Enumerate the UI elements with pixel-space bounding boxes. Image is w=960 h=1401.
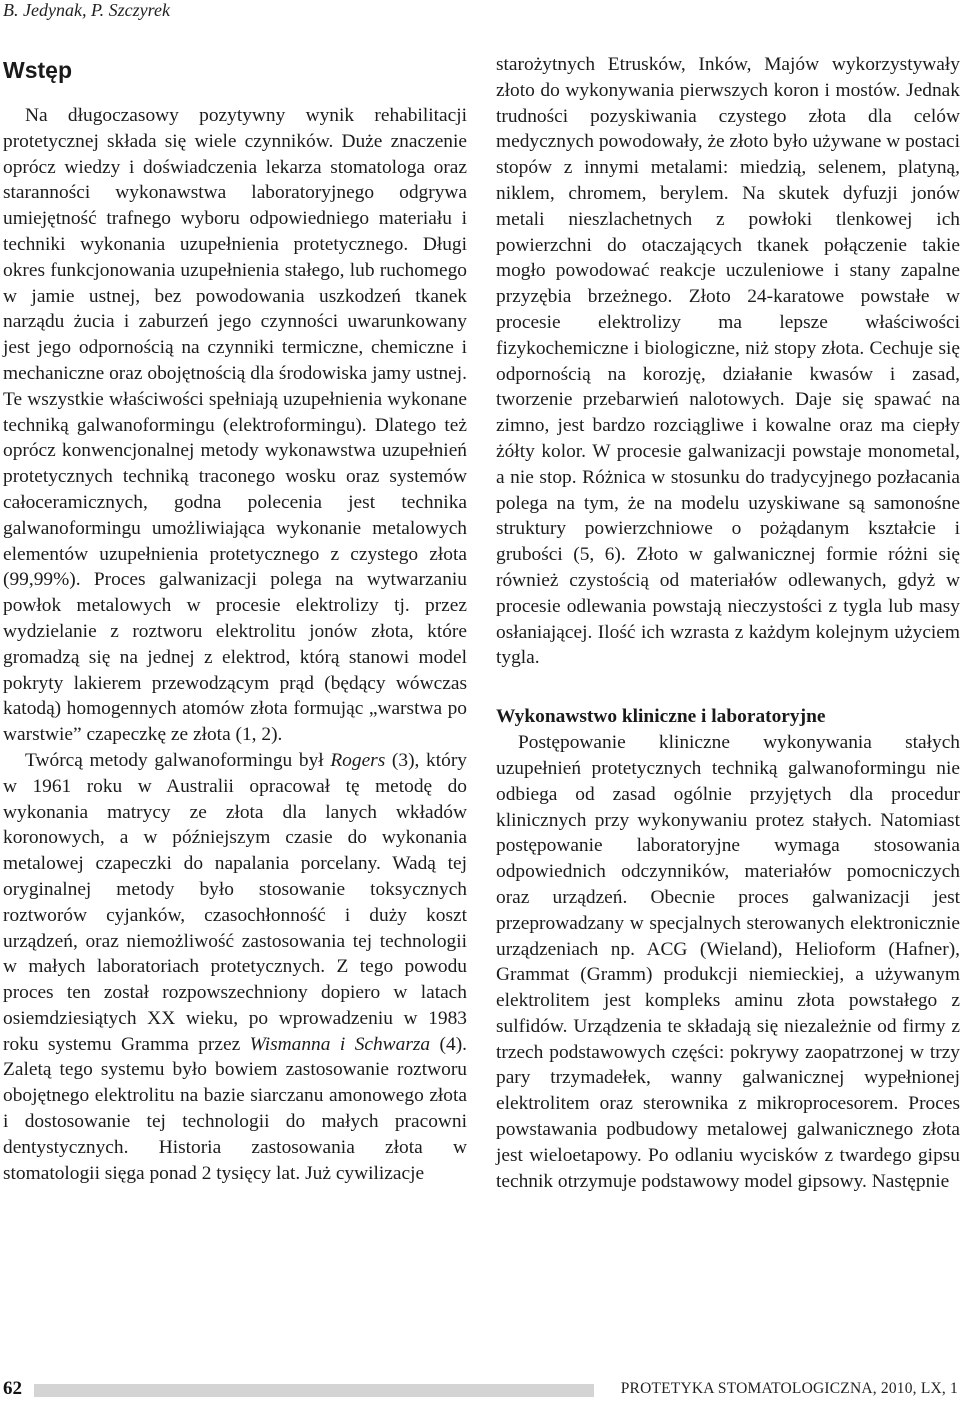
author-name-rogers: Rogers [330, 749, 386, 771]
section-title-introduction: Wstęp [3, 57, 72, 83]
text-segment: (3), który w 1961 roku w Australii opracował tę metodę do wykonania matrycy ze złota dla lanych wkładów koronowych, a w późniejszym czasie do wykonania metalowej czapeczki do napalania porcelany. Wadą tej oryginalnej metody było stosowanie toksycznych roztworów cyjanków, czasochłonność i duży koszt urządzeń, oraz niemożliwość zastosowania tej technologii w małych laboratoriach protetycznych. Z tego powodu proces ten został rozpowszechniony dopiero w latach osiemdziesiątych XX wieku, po wprowadzeniu w 1983 roku systemu Gramma przez [3, 749, 467, 1055]
left-column [3, 52, 467, 1186]
author-name-wismann-schwarz: Wismanna i Schwarza [249, 1033, 431, 1055]
paragraph-clinical-procedure: Postępowanie kliniczne wykonywania stałych uzupełnień protetycznych techniką galwanoformingu nie odbiega od zasad ogólnie przyjętych dla procedur klinicznych przy wykonywaniu protez stałych. Natomiast postępowanie laboratoryjne wymaga stosowania odpowiednich odczynników, materiałów pomocniczych oraz urządzeń. Obecnie proces galwanizacji jest przeprowadzany w specjalnych sterowanych elektronicznie urządzeniach np. ACG (Wieland), Helioform (Hafner), Grammat (Gramm) produkcji niemieckiej, a używanym elektrolitem jest kompleks aminu złota powstałego z sulfidów. Urządzenia te składają się niezależnie od firmy z trzech podstawowych części: pokrywy zaopatrzonej w trzy pary trzymadełek, wanny galwanicznej wypełnionej elektrolitem oraz sterownika z mikroprocesorem. Proces powstawania podbudowy metalowej galwanicznego złota jest wieloetapowy. Po odlaniu wycisków z twardego gipsu technik otrzymuje podstawowy model gipsowy. Następnie [496, 732, 960, 1192]
page-footer [0, 1376, 960, 1400]
footer-decorative-bar [34, 1384, 594, 1397]
paragraph-intro-1: Na długoczasowy pozytywny wynik rehabilitacji protetycznej składa się wiele czynników. Duże znaczenie oprócz wiedzy i doświadczenia lekarza stomatologa oraz staranności wykonawstwa laboratoryjnego odgrywa umiejętność trafnego wyboru odpowiedniego materiału i techniki wykonania uzupełnienia protetycznego. Długi okres funkcjonowania uzupełnienia stałego, lub ruchomego w jamie ustnej, bez powodowania uszkodzeń tkanek narządu żucia i zaburzeń jego czynności uwarunkowany jest jego odpornością na czynniki termiczne, chemiczne i mechaniczne oraz obojętnością dla środowiska jamy ustnej. Te wszystkie właściwości spełniają uzupełnienia wykonane techniką galwanoformingu (elektroformingu). Dlatego też oprócz konwencjonalnej metody wykonawstwa uzupełnień protetycznych techniką traconego wosku oraz systemów całoceramicznych, godna polecenia jest technika galwanoformingu umożliwiająca wykonanie metalowych elementów uzupełnienia protetycznego z czystego złota (99,99%). Proces galwanizacji polega na wytwarzaniu powłok metalowych w procesie elektrolizy tj. przez wydzielanie z roztworu elektrolitu jonów złota, które gromadzą się na jednej z elektrod, którą stanowi model pokryty lakierem przewodzącym prąd (będący wówczas katodą) homogennych atomów złota formując „warstwa po warstwie” czapeczkę ze złota (1, 2). [3, 105, 467, 746]
text-segment: Twórcą metody galwanoformingu był [25, 749, 331, 771]
text-segment: (4). Zaletą tego systemu było bowiem zastosowanie roztworu obojętnego elektrolitu na bazie siarczanu amonowego złota i dostosowanie tej technologii do małych pracowni dentystycznych. Historia zastosowania złota w stomatologii sięga ponad 2 tysięcy lat. Już cywilizacje [3, 1033, 467, 1184]
paragraph-history-continued: starożytnych Etrusków, Inków, Majów wykorzystywały złoto do wykonywania pierwszych koron i mostów. Jednak trudności pozyskiwania czystego złota dla celów medycznych powodowały, że złoto było używane w postaci stopów z innymi metalami: miedzią, selenem, platyną, niklem, chromem, berylem. Na skutek dyfuzji jonów metali nieszlachetnych z powłoki tlenkowej ich powierzchni do otaczających tkanek połączenie takie mogło powodować reakcje uczuleniowe i stany zapalne przyzębia brzeżnego. Złoto 24-karatowe powstałe w procesie elektrolizy ma lepsze właściwości fizykochemiczne i biologiczne, niż stopy złota. Cechuje się odpornością na korozję, działanie kwasów i zasad, tworzenie przebarwień nalotowych. Daje się spawać na zimno, jest bardzo rozciągliwe i kowalne oraz ma ciepły żółty kolor. W procesie galwanizacji powstaje monometal, a nie stop. Różnica w stosunku do tradycyjnego pozłacania polega na tym, że na modelu uzyskiwane są samonośne struktury powierzchniowe o pożądanym kształcie i grubości (5, 6). Złoto w galwanicznej formie różni się również czystością od materiałów odlewanych, gdyż w procesie odlewania powstają nieczystości z tygla lub masy osłaniającej. Ilość ich wzrasta z każdym kolejnym użyciem tygla. [496, 54, 960, 669]
page-number: 62 [3, 1378, 22, 1399]
paragraph-intro-2 [3, 748, 467, 1187]
right-column [496, 52, 960, 1194]
running-head: B. Jedynak, P. Szczyrek [3, 0, 170, 20]
journal-citation: PROTETYKA STOMATOLOGICZNA, 2010, LX, 1 [620, 1380, 958, 1397]
subsection-title-clinical-laboratory: Wykonawstwo kliniczne i laboratoryjne [496, 706, 826, 728]
